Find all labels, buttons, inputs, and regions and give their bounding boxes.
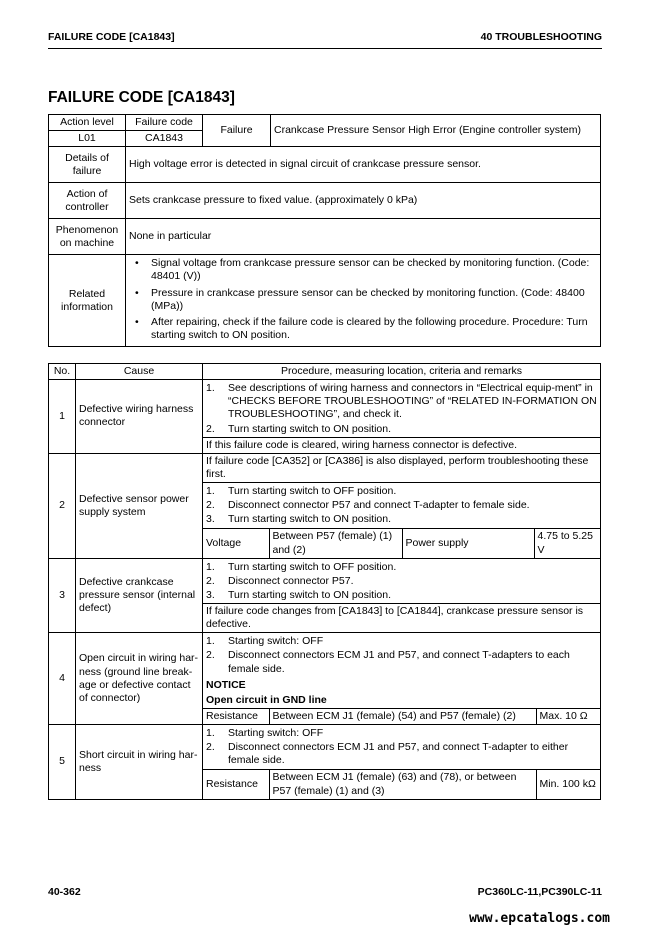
cause-text: Open circuit in wiring har-ness (ground line break-age or defective contact of connector)	[76, 633, 203, 725]
related-info	[126, 255, 601, 347]
cause-row-5	[49, 725, 601, 800]
cause-text: Defective wiring harness connector	[76, 380, 203, 454]
cause-row-3	[49, 558, 601, 633]
procedure-steps	[203, 633, 600, 708]
procedure-steps	[203, 482, 600, 528]
info-header-row	[49, 115, 601, 131]
procedure-cell	[203, 558, 601, 633]
procedure-cell	[203, 453, 601, 558]
cause-text: Defective sensor power supply system	[76, 453, 203, 558]
measure-item: Power supply	[402, 529, 534, 558]
col-cause-header: Cause	[76, 364, 203, 380]
failure-description: Crankcase Pressure Sensor High Error (Engine controller system)	[271, 115, 601, 147]
header-rule	[48, 48, 602, 49]
procedure-step: 3. Turn starting switch to ON position.	[206, 588, 392, 601]
measurement-table	[203, 769, 600, 798]
related-row	[49, 255, 601, 347]
col-procedure-header: Procedure, measuring location, criteria and remarks	[203, 364, 601, 380]
cause-header-row	[49, 364, 601, 380]
related-label: Related information	[49, 255, 126, 347]
procedure-note: If failure code changes from [CA1843] to [CA1844], crankcase pressure sensor is defective.	[203, 603, 600, 631]
procedure-note: If failure code [CA352] or [CA386] is also displayed, perform troubleshooting these first.	[206, 454, 589, 480]
procedure-step: 1. Starting switch: OFF	[206, 727, 324, 739]
measure-type: Resistance	[203, 770, 269, 799]
cause-number: 3	[49, 558, 76, 633]
procedure-cell	[203, 380, 601, 454]
cause-number: 2	[49, 453, 76, 558]
action-level-label: Action level	[49, 115, 126, 131]
cause-row-2	[49, 453, 601, 558]
phenomenon-row	[49, 219, 601, 255]
procedure-step: 2. Disconnect connector P57 and connect T-adapter to female side.	[206, 499, 530, 512]
header-section-title: FAILURE CODE [CA1843]	[48, 31, 175, 43]
cause-row-1	[49, 380, 601, 454]
procedure-step: 2. Disconnect connectors ECM J1 and P57, and connect T-adapter to either female side.	[206, 741, 569, 767]
failure-label: Failure	[203, 115, 271, 147]
watermark: www.epcatalogs.com	[469, 911, 610, 926]
measure-type: Resistance	[203, 708, 269, 724]
failure-code-label: Failure code	[126, 115, 203, 131]
page-number: 40-362	[48, 886, 81, 898]
phenomenon-label: Phenomenon on machine	[49, 219, 126, 255]
details-text: High voltage error is detected in signal circuit of crankcase pressure sensor.	[126, 147, 601, 183]
notice-text: Open circuit in GND line	[206, 693, 327, 706]
procedure-step: 2. Disconnect connectors ECM J1 and P57, and connect T-adapters to each female side.	[206, 649, 570, 675]
measure-value: Max. 10 Ω	[536, 708, 600, 724]
measure-location: Between ECM J1 (female) (63) and (78), or between P57 (female) (1) and (3)	[269, 770, 536, 799]
procedure-steps	[203, 725, 600, 769]
details-row	[49, 147, 601, 183]
cause-text: Short circuit in wiring har-ness	[76, 725, 203, 800]
col-no-header: No.	[49, 364, 76, 380]
related-item: • Pressure in crankcase pressure sensor can be checked by monitoring function. (Code: 48400 (MPa))	[151, 287, 597, 313]
page-title: FAILURE CODE [CA1843]	[48, 89, 235, 106]
cause-table	[48, 363, 601, 800]
procedure-step: 1. See descriptions of wiring harness and connectors in “Electrical equip-ment” in “CHECKS BEFORE TROUBLESHOOTING” of “RELATED IN-FORMATION ON TROUBLESHOOTING”, and check it.	[206, 382, 597, 421]
details-label: Details of failure	[49, 147, 126, 183]
measure-location: Between P57 (female) (1) and (2)	[269, 529, 402, 558]
cause-text: Defective crankcase pressure sensor (internal defect)	[76, 558, 203, 633]
measure-value: 4.75 to 5.25 V	[534, 529, 600, 558]
measurement-table	[203, 528, 600, 557]
related-item: • After repairing, check if the failure code is cleared by the following procedure. Procedure: Turn starting switch to ON position.	[151, 316, 597, 342]
procedure-note: If this failure code is cleared, wiring harness connector is defective.	[203, 437, 600, 452]
header-chapter-title: 40 TROUBLESHOOTING	[480, 31, 602, 43]
notice-label: NOTICE	[206, 678, 246, 691]
phenomenon-text: None in particular	[126, 219, 601, 255]
measurement-table	[203, 708, 600, 724]
procedure-step: 1. Turn starting switch to OFF position.	[206, 485, 397, 497]
action-row	[49, 183, 601, 219]
cause-number: 1	[49, 380, 76, 454]
measure-value: Min. 100 kΩ	[536, 770, 600, 799]
failure-code-value: CA1843	[126, 131, 203, 147]
procedure-step: 3. Turn starting switch to ON position.	[206, 513, 392, 526]
action-text: Sets crankcase pressure to fixed value. (approximately 0 kPa)	[126, 183, 601, 219]
action-label: Action of controller	[49, 183, 126, 219]
procedure-step: 1. Starting switch: OFF	[206, 635, 324, 648]
measure-type: Voltage	[203, 529, 269, 558]
procedure-cell	[203, 633, 601, 725]
procedure-step: 2. Turn starting switch to ON position.	[206, 422, 392, 435]
related-item: • Signal voltage from crankcase pressure sensor can be checked by monitoring function. (Code: 48401 (V))	[151, 257, 597, 283]
procedure-step: 1. Turn starting switch to OFF position.	[206, 560, 397, 573]
measure-location: Between ECM J1 (female) (54) and P57 (female) (2)	[269, 708, 536, 724]
cause-number: 4	[49, 633, 76, 725]
action-level-value: L01	[49, 131, 126, 147]
procedure-cell	[203, 725, 601, 800]
model-names: PC360LC-11,PC390LC-11	[477, 886, 602, 898]
cause-row-4	[49, 633, 601, 725]
failure-info-table	[48, 114, 601, 347]
procedure-step: 2. Disconnect connector P57.	[206, 574, 354, 587]
cause-number: 5	[49, 725, 76, 800]
